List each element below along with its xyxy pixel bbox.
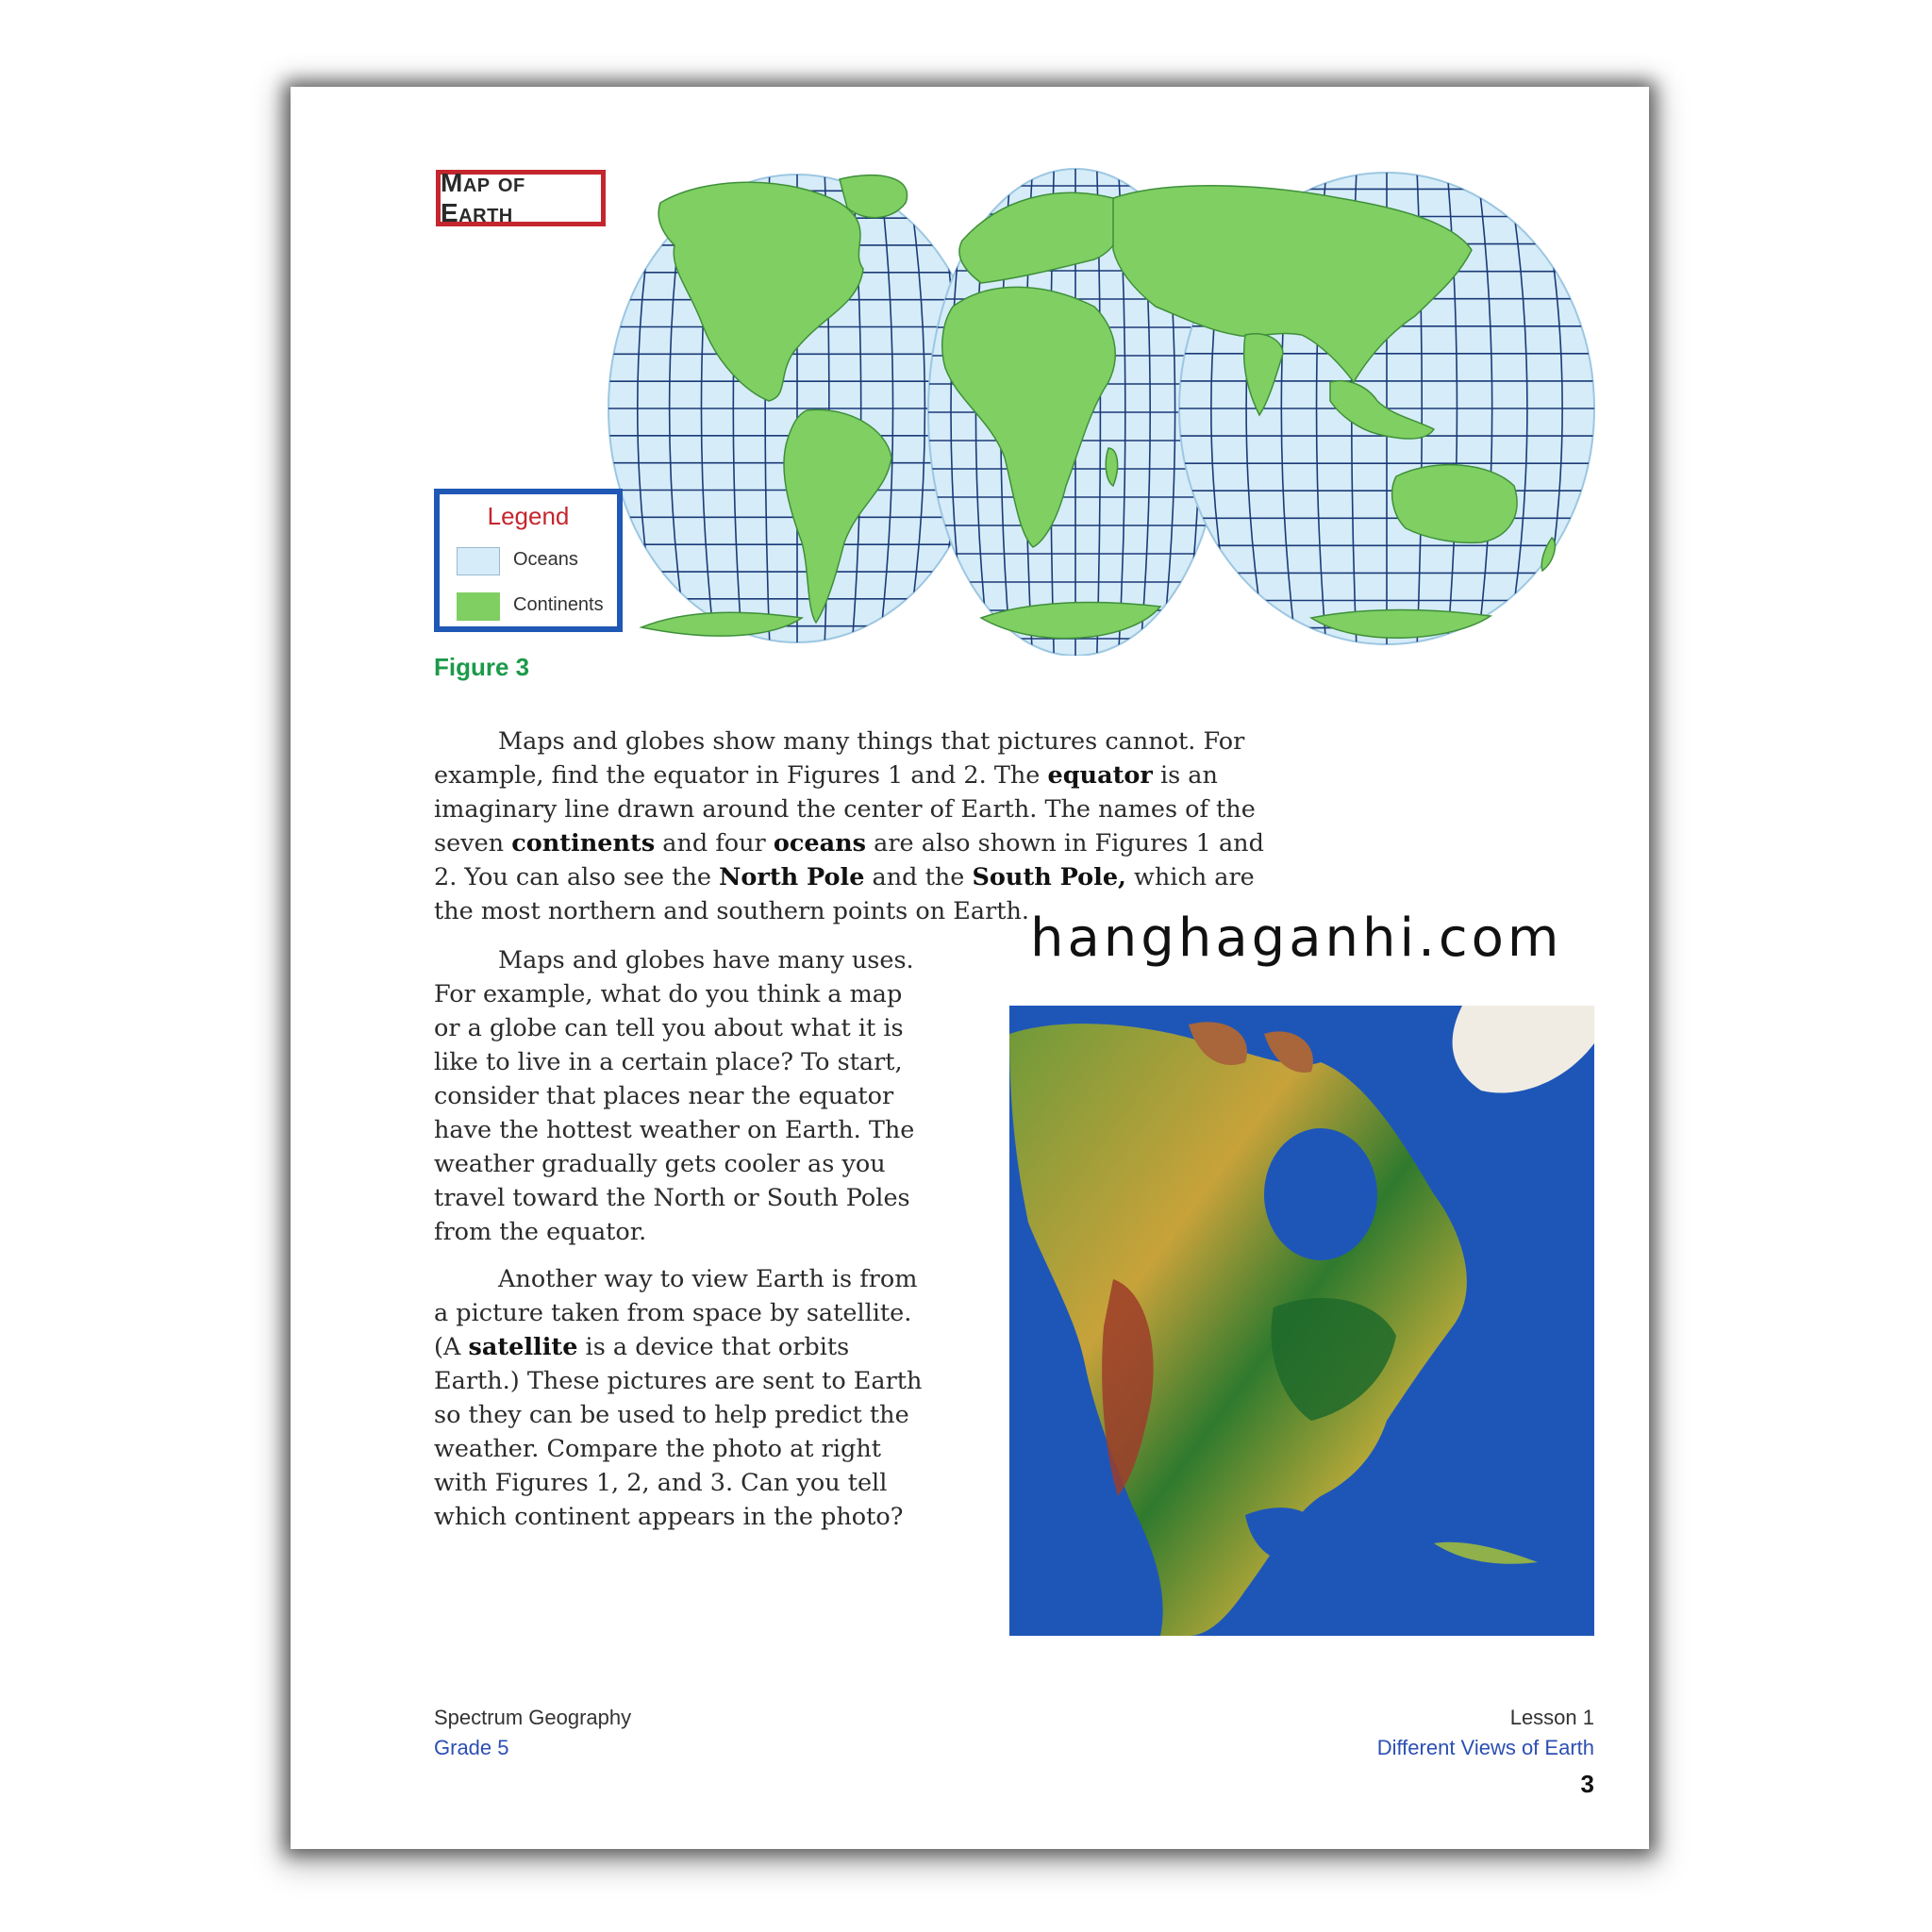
legend-swatch-oceans <box>457 547 500 575</box>
bold-term: continents <box>511 829 656 858</box>
world-map <box>604 165 1599 656</box>
australia-shape <box>1392 465 1517 543</box>
paragraph-2 <box>434 943 934 1249</box>
text-run: Maps and globes show many things that pictures cannot. For example, find the equator in Figures 1 and 2. The <box>434 727 1245 790</box>
text-run: are also shown in Figures 1 and 2. You can also see the <box>434 829 1264 891</box>
satellite-photo-north-america <box>1009 1006 1594 1636</box>
map-legend <box>434 489 623 632</box>
text-run: and four <box>655 829 774 858</box>
legend-title: Legend <box>487 502 570 530</box>
text-run: is an imaginary line drawn around the center of Earth. The names of the seven <box>434 761 1256 858</box>
map-title: Map of Earth <box>441 168 525 227</box>
footer-lesson: Lesson 1 <box>1509 1706 1594 1729</box>
bold-term: equator <box>1047 761 1153 790</box>
paragraph-1 <box>434 724 1283 928</box>
figure-caption: Figure 3 <box>434 653 530 681</box>
text-run: Another way to view Earth is from a picture taken from space by satellite. (A <box>434 1265 918 1361</box>
bold-term: satellite <box>468 1333 578 1361</box>
legend-label-continents: Continents <box>513 594 604 615</box>
footer-lesson-title: Different Views of Earth <box>1376 1736 1594 1759</box>
map-title-box <box>436 170 606 226</box>
bold-term: South Pole, <box>972 863 1126 891</box>
text-run: Maps and globes have many uses. For example, what do you think a map or a globe can tell you about what it is like to live in a certain place? To start, consider that places near the equator have the hottest weather on Earth. The weather gradually gets cooler as you travel toward the North or South Poles from the equator. <box>434 946 915 1246</box>
footer-grade: Grade 5 <box>434 1736 509 1759</box>
text-run: and the <box>864 863 973 891</box>
bold-term: oceans <box>773 829 867 858</box>
page-number: 3 <box>1580 1770 1594 1798</box>
text-run: is a device that orbits Earth.) These pictures are sent to Earth so they can be used to help predict the weather. Compare the photo at right with Figures 1, 2, and 3. Can you tell which continent appears in the photo? <box>434 1333 923 1531</box>
bold-term: North Pole <box>719 863 865 891</box>
paragraph-3 <box>434 1262 934 1534</box>
hudson-bay <box>1264 1128 1377 1260</box>
watermark: hanghaganhi.com <box>1030 908 1563 969</box>
legend-swatch-continents <box>457 592 500 621</box>
text-run: which are the most northern and southern points on Earth. <box>434 863 1255 925</box>
legend-label-oceans: Oceans <box>513 549 578 570</box>
footer-book-title: Spectrum Geography <box>434 1706 632 1729</box>
